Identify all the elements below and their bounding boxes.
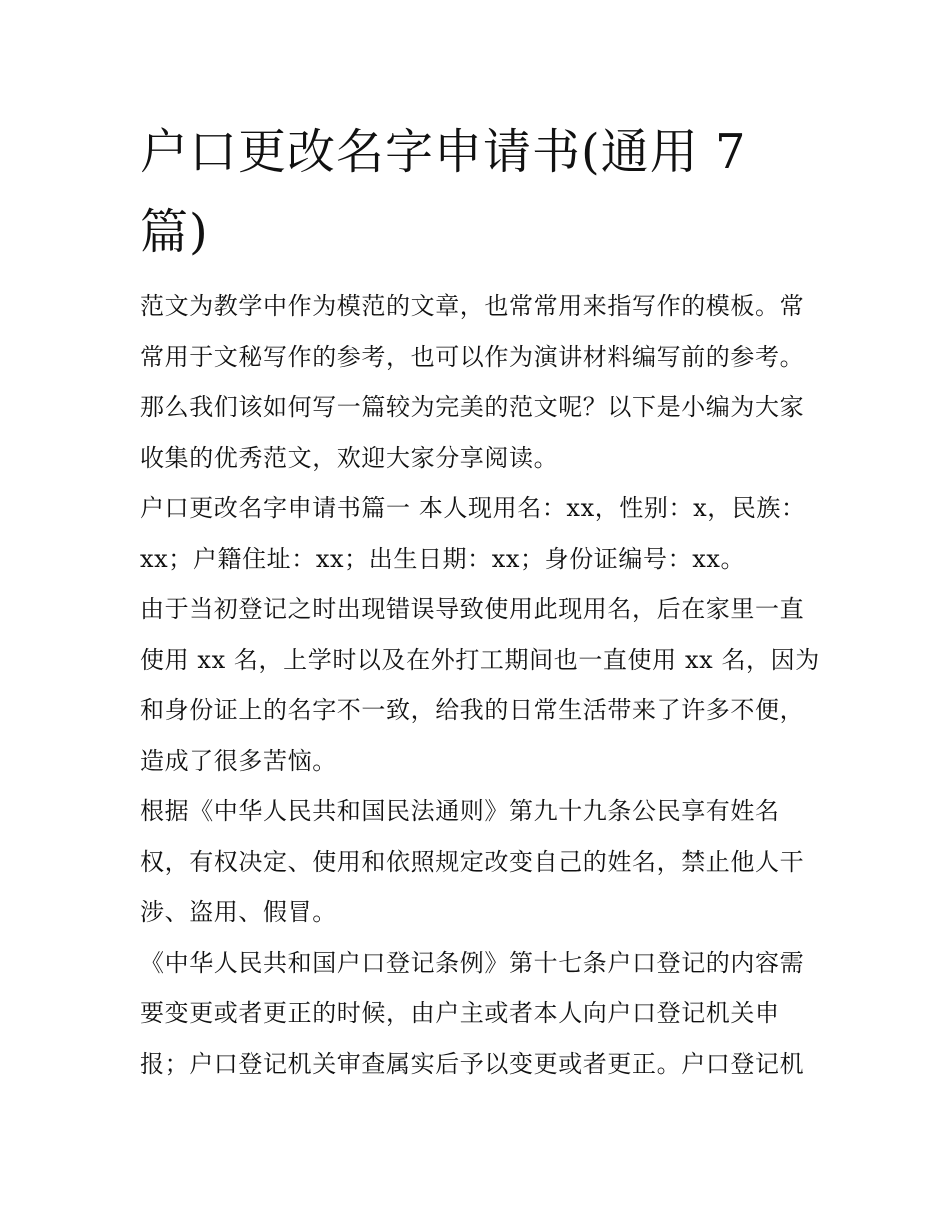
body-line: 根据《中华人民共和国民法通则》第九十九条公民享有姓名 xyxy=(140,797,780,825)
body-line: xx；户籍住址：xx；出生日期：xx；身份证编号：xx。 xyxy=(140,544,746,573)
body-line: 涉、盗用、假冒。 xyxy=(140,898,337,926)
body-line: 户口更改名字申请书篇一 本人现用名：xx，性别：x，民族： xyxy=(140,494,806,522)
body-line: 权，有权决定、使用和依照规定改变自己的姓名，禁止他人干 xyxy=(140,847,805,876)
body-line: 《中华人民共和国户口登记条例》第十七条户口登记的内容需 xyxy=(140,948,805,977)
body-line: 要变更或者更正的时候，由户主或者本人向户口登记机关申 xyxy=(140,999,780,1027)
body-line: 范文为教学中作为模范的文章，也常常用来指写作的模板。常 xyxy=(140,292,805,320)
body-line: 和身份证上的名字不一致，给我的日常生活带来了许多不便， xyxy=(140,696,805,724)
title-line: 篇) xyxy=(140,204,209,260)
body-line: 报；户口登记机关审查属实后予以变更或者更正。户口登记机 xyxy=(140,1049,805,1078)
title-line: 户口更改名字申请书(通用 7 xyxy=(140,124,747,180)
body-line: 收集的优秀范文，欢迎大家分享阅读。 xyxy=(140,443,559,472)
body-line: 造成了很多苦恼。 xyxy=(140,746,337,775)
document-title xyxy=(140,112,780,272)
body-line: 使用 xx 名，上学时以及在外打工期间也一直使用 xx 名，因为 xyxy=(140,645,820,674)
body-line: 常用于文秘写作的参考，也可以作为演讲材料编写前的参考。 xyxy=(140,342,805,371)
body-line: 由于当初登记之时出现错误导致使用此现用名，后在家里一直 xyxy=(140,595,805,623)
body-line: 那么我们该如何写一篇较为完美的范文呢？以下是小编为大家 xyxy=(140,393,805,421)
document-body xyxy=(140,281,820,1089)
